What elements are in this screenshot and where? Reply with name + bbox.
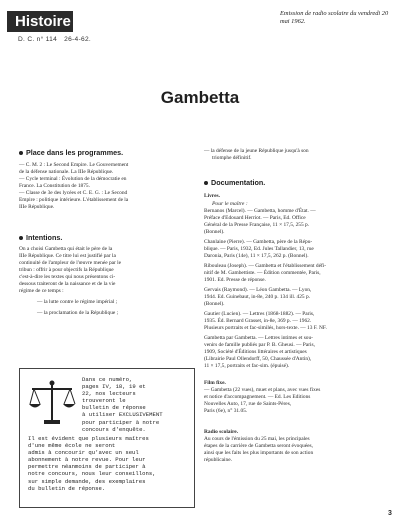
- list-item: (Bonnel).: [204, 301, 225, 307]
- list-item: — la proclamation de la République ;: [37, 310, 119, 316]
- documentation-heading-text: Documentation.: [211, 178, 266, 187]
- section-band: [7, 11, 73, 32]
- documentation-heading: [204, 178, 384, 188]
- right-column: [204, 148, 384, 464]
- list-item: Ribouleau (Joseph). — Gambetta et l'établissement défi-: [204, 263, 327, 269]
- book-list: [204, 208, 384, 370]
- list-item: 1944. Ed. Guinebaut, in-8e, 240 p. 134 ill. 425 p.: [204, 294, 311, 300]
- text-line: trouveront le: [82, 397, 126, 405]
- text-line: sur simple demande, des exemplaires: [28, 477, 146, 485]
- list-item: — Classe de 3e des lycées et C. E. G. : Le Second: [19, 190, 128, 196]
- scales-icon: [28, 378, 76, 433]
- list-item: IIIe République.: [19, 204, 55, 210]
- list-item: Daronia, Paris (14e), 11 × 17,5, 262 p. (Bonnel).: [204, 253, 309, 259]
- text-line: admis à concourir qu'avec un seul: [28, 449, 139, 457]
- text-line: ainsi que les faits les plus importants de son action: [204, 450, 314, 456]
- text-line: continuité de l'ampleur de l'œuvre menée par le: [19, 260, 122, 266]
- list-item: — Cycle terminal : Évolution de la démocratie en: [19, 176, 127, 182]
- text-line: — la défense de la jeune République jusqu'à son: [204, 148, 309, 154]
- list-item: Gervais (Raymond). — Léon Gambetta. — Lyon,: [204, 287, 312, 293]
- list-item: Chanlaine (Pierre). — Gambetta, père de la Répu-: [204, 239, 313, 245]
- radio-heading: Radio scolaire.: [204, 429, 239, 435]
- intent-paragraph: [19, 246, 197, 317]
- list-item: Empire : politique intérieure. L'établissement de la: [19, 197, 129, 203]
- list-item: Général de la Presse Française, 11 × 17,5, 255 p.: [204, 222, 310, 228]
- list-item: — la lutte contre le régime impérial ;: [37, 299, 118, 305]
- text-line: notre concours, nous leur conseillons,: [28, 470, 156, 478]
- text-line: dessous traiteront de la naissance et de la vie: [19, 281, 116, 287]
- film-list: [204, 387, 384, 415]
- list-item: Préface d'Edouard Herriot. — Paris, Ed. Office: [204, 215, 306, 221]
- bullet-icon: [19, 151, 23, 155]
- text-line: étapes de la carrière de Gambetta seront évoquées,: [204, 443, 313, 449]
- text-line: Au cours de l'émission du 25 mai, les principales: [204, 436, 310, 442]
- place-heading-text: Place dans les programmes.: [26, 148, 124, 157]
- issue-date: 26-4-62.: [64, 36, 92, 43]
- list-item: 1901. Ed. Presse de réponse.: [204, 277, 266, 283]
- contest-notice-box: [19, 368, 195, 508]
- list-item: (Librairie Paul Ollendorff, 50, Chaussée d'Antin),: [204, 356, 312, 362]
- text-line: c'est-à-dire les textes qui nous présentons ci-: [19, 274, 116, 280]
- place-list: [19, 162, 197, 211]
- text-line: du bulletin de réponse.: [28, 484, 106, 492]
- radio-paragraph: [204, 436, 384, 464]
- list-item: de la défense nationale. La IIIe République.: [19, 169, 114, 175]
- issue-number: D. C. n° 114: [18, 36, 58, 43]
- intent-heading: [19, 233, 197, 243]
- list-item: (Bonnel).: [204, 229, 225, 235]
- text-line: pages IV, 18, 19 et: [82, 383, 146, 391]
- list-item: France. La Constitution de 1875.: [19, 183, 90, 189]
- list-item: Gautier (Lucien). — Lettres (1868-1882). — Paris,: [204, 311, 315, 317]
- text-line: IIIe République. Ce titre lui est justifié par la: [19, 253, 116, 259]
- text-line: républicaine.: [204, 457, 232, 463]
- page-title: Gambetta: [160, 88, 240, 107]
- livres-label: Livres.: [204, 193, 220, 199]
- text-line: abonnement à notre revue. Pour leur: [28, 456, 146, 464]
- text-line: triomphe définitif.: [212, 155, 252, 161]
- text-line: concours d'enquête.: [82, 425, 146, 433]
- text-line: 22, nos lecteurs: [82, 390, 136, 398]
- left-column: [19, 148, 197, 317]
- text-line: régime de ce temps :: [19, 288, 64, 294]
- list-item: nitif de M. Gambettiste. — Édition commentée, Paris,: [204, 270, 321, 276]
- list-item: venirs de famille publiés par P. B. Gheusi. — Paris,: [204, 342, 315, 348]
- maitre-label: Pour le maître :: [212, 201, 248, 207]
- text-line: Dans ce numéro,: [82, 376, 133, 383]
- list-item: Plusieurs portraits et fac-similés, hors-texte. — 13 F. NF.: [204, 325, 327, 331]
- issue-meta: [18, 36, 91, 43]
- list-item: — C. M. 2 : Le Second Empire. Le Gouvernement: [19, 162, 129, 168]
- text-line: d'une même école ne seront: [28, 442, 116, 450]
- list-item: — Gambetta (22 vues), muet et plans, avec vues fixes: [204, 387, 321, 393]
- list-item: 11 × 17,5, portraits et fac-sim. (épuisé).: [204, 363, 290, 369]
- notice-short-text: [82, 376, 192, 433]
- list-item: Nouvelles Auto, 17, rue de Saints-Pères,: [204, 401, 292, 407]
- text-line: bulletin de réponse: [82, 404, 146, 412]
- text-line: Il est évident que plusieurs maîtres: [28, 435, 149, 442]
- section-label-text: Histoire: [15, 13, 71, 30]
- section-label: [15, 15, 71, 30]
- list-item: 1909, Société d'Éditions littéraires et artistiques: [204, 349, 307, 355]
- film-heading: Film fixe.: [204, 380, 226, 386]
- text-line: On a choisi Gambetta qui était le père de la: [19, 246, 113, 252]
- bullet-icon: [204, 181, 208, 185]
- handwritten-note: Emission de radio scolaire du vendredi 20 mai 1962.: [280, 10, 389, 25]
- text-line: à utiliser EXCLUSIVEMENT: [82, 411, 163, 419]
- list-item: blique. — Paris, 1932, Ed. Jules Tallandier, 13, rue: [204, 246, 314, 252]
- intent-heading-text: Intentions.: [26, 233, 63, 242]
- page-number: 3: [388, 510, 392, 517]
- text-line: tribun : offrir à pour objectifs la République: [19, 267, 114, 273]
- list-item: Bernanos (Marcel). — Gambetta, homme d'État. —: [204, 208, 316, 214]
- list-item: Gambetta par Gambetta. — Lettres intimes et sou-: [204, 335, 313, 341]
- list-item: 1935. Éd. Bernard Grasset, in-8e, 369 p. — 1962.: [204, 318, 312, 324]
- place-heading: [19, 148, 197, 158]
- scales-svg: [28, 378, 76, 428]
- notice-full-text: [28, 435, 188, 492]
- list-item: Paris (6e), n° 31.05.: [204, 408, 248, 414]
- text-line: pour participer à notre: [82, 418, 160, 426]
- text-line: permettre néanmoins de participer à: [28, 463, 146, 471]
- bullet-icon: [19, 236, 23, 240]
- list-item: et notice d'accompagnement. — Ed. Les Editions: [204, 394, 311, 400]
